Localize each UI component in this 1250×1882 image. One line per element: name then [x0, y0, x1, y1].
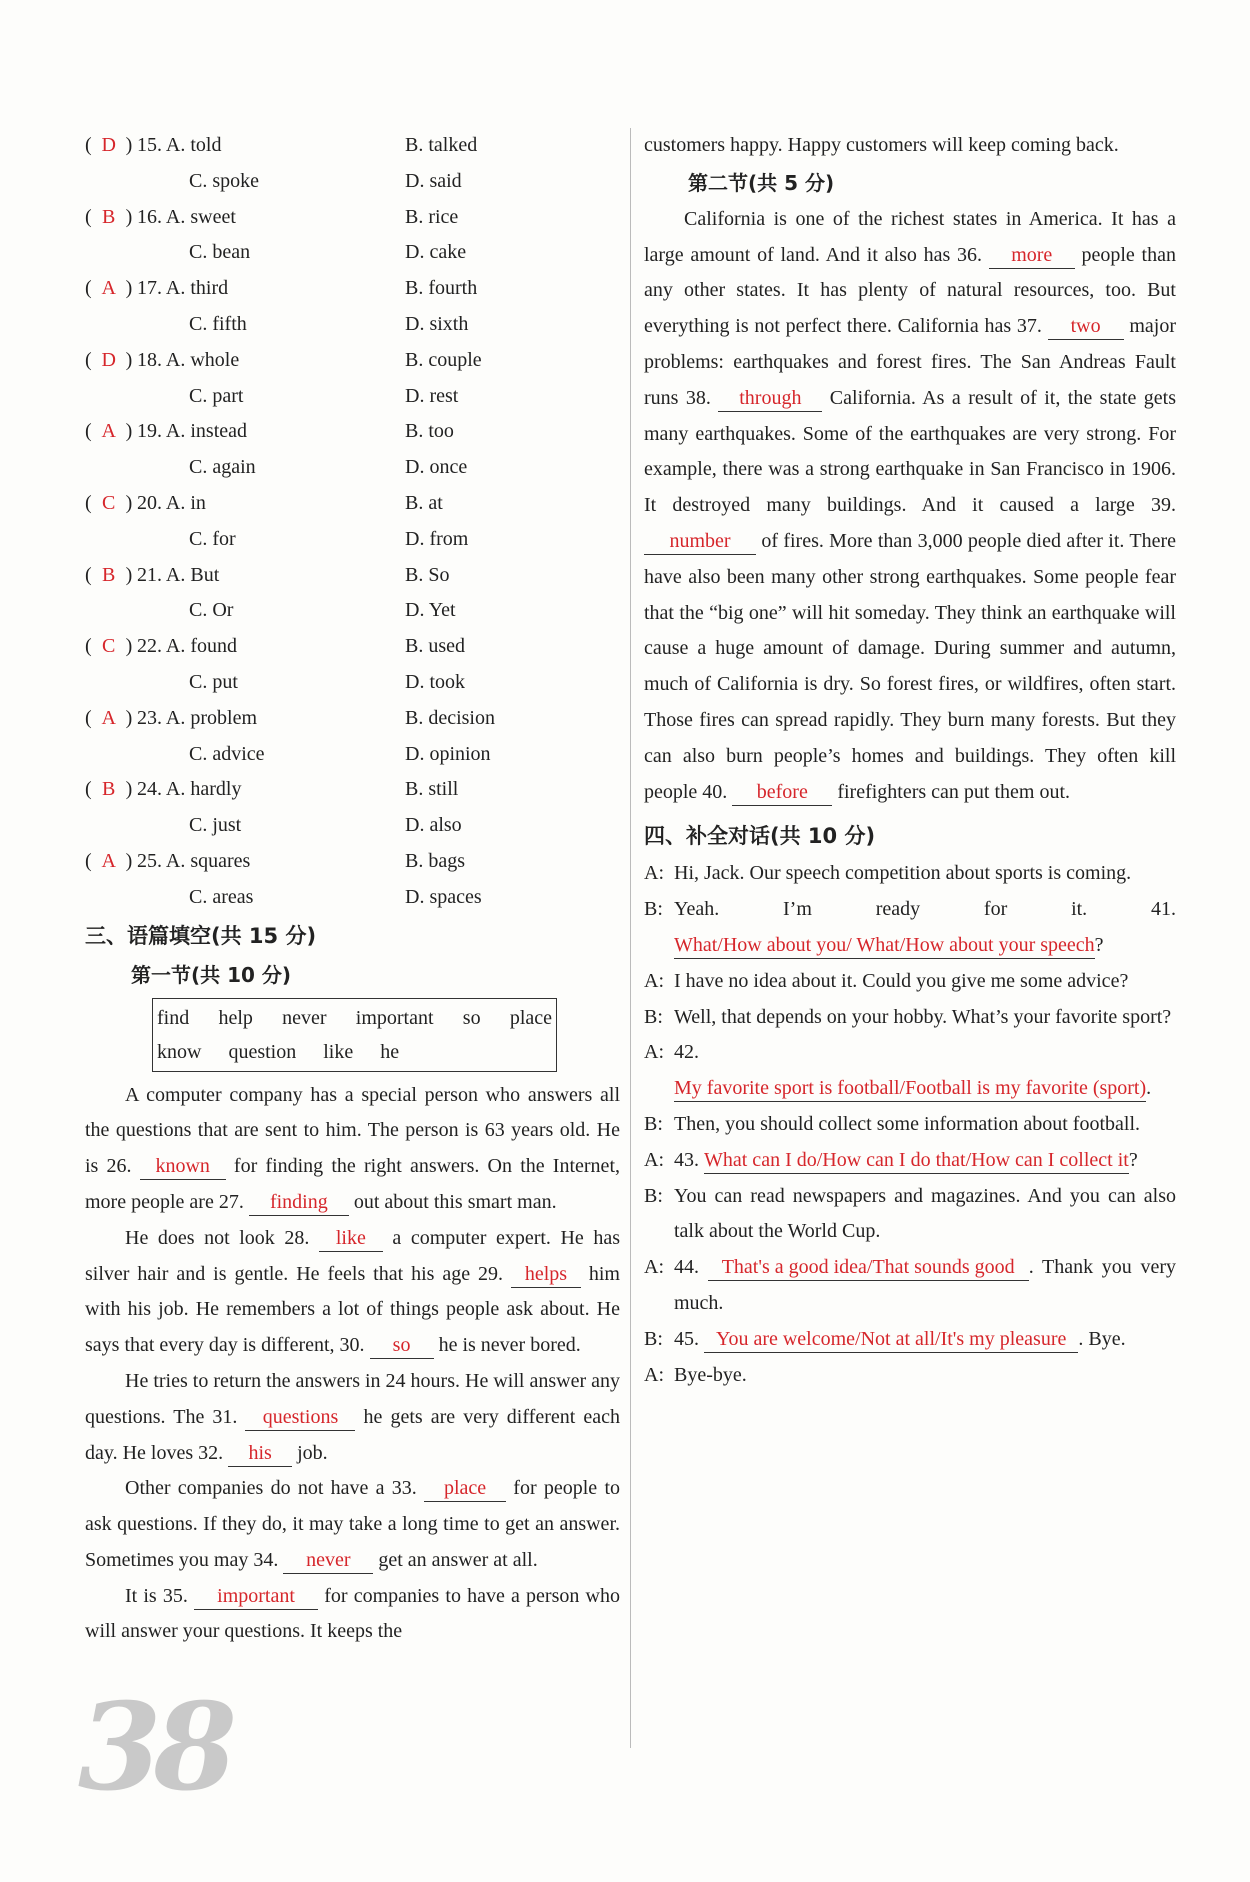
blank-44[interactable]: That's a good idea/That sounds good — [708, 1254, 1029, 1281]
blank-43[interactable]: What can I do/How can I do that/How can I collect it — [704, 1147, 1129, 1174]
dialogue-line: A: 43. What can I do/How can I do that/How can I collect it? — [644, 1143, 1176, 1179]
word-box-item: question — [228, 1040, 297, 1063]
word-box-item: so — [462, 1006, 481, 1029]
question-option-a[interactable]: 18. A. whole — [137, 348, 240, 371]
question-number: 21 — [137, 563, 157, 586]
mc-option-row — [85, 307, 620, 343]
answer-letter: B — [102, 563, 116, 586]
mc-option-row — [85, 880, 620, 916]
passage-continuation: customers happy. Happy customers will keep coming back. — [644, 134, 1119, 156]
option-c[interactable]: C. for — [189, 527, 236, 550]
blank-41[interactable]: What/How about you/ What/How about your speech — [674, 932, 1095, 959]
option-c[interactable]: C. bean — [189, 241, 251, 264]
word-box-item: find — [157, 1006, 190, 1029]
mc-option-row — [85, 665, 620, 701]
answer-bracket: ( A ) — [85, 271, 132, 307]
option-a-text: A. instead — [165, 420, 247, 443]
blank-45[interactable]: You are welcome/Not at all/It's my pleasure — [704, 1326, 1078, 1353]
dialogue-line: A: Hi, Jack. Our speech competition about sports is coming. — [644, 862, 1132, 885]
question-option-a[interactable]: 15. A. told — [137, 134, 222, 156]
option-b[interactable]: B. fourth — [405, 277, 478, 300]
mc-option-row — [85, 593, 620, 629]
right-column — [644, 128, 1176, 1393]
answer-bracket: ( B ) — [85, 558, 132, 594]
page-number: 38 — [78, 1677, 229, 1818]
option-d[interactable]: D. Yet — [405, 599, 456, 622]
blank-34[interactable]: never — [283, 1547, 373, 1574]
question-option-a[interactable]: 25. A. squares — [137, 849, 251, 872]
option-c[interactable]: C. advice — [189, 742, 265, 765]
left-column — [85, 128, 620, 1650]
mc-option-row — [85, 235, 620, 271]
mc-question-row — [85, 343, 620, 379]
mc-option-row — [85, 808, 620, 844]
word-box — [152, 998, 557, 1072]
dialogue-line: A: Bye-bye. — [644, 1363, 747, 1386]
question-option-a[interactable]: 16. A. sweet — [137, 205, 236, 228]
answer-bracket: ( C ) — [85, 629, 132, 665]
blank-26[interactable]: known — [140, 1153, 226, 1180]
option-b[interactable]: B. at — [405, 491, 443, 514]
blank-40[interactable]: before — [732, 779, 832, 806]
passage-paragraph: It is 35. important for companies to have a person who will answer your questions. It keeps the — [85, 1584, 620, 1643]
option-a-text: A. hardly — [165, 778, 242, 801]
dialogue-line: B: Well, that depends on your hobby. What’s your favorite sport? — [644, 1005, 1172, 1028]
option-d[interactable]: D. cake — [405, 241, 467, 264]
dialogue-line: B: 45. You are welcome/Not at all/It's my pleasure . Bye. — [644, 1322, 1176, 1358]
answer-bracket: ( D ) — [85, 128, 132, 164]
question-option-a[interactable]: 22. A. found — [137, 635, 238, 658]
mc-option-row — [85, 164, 620, 200]
blank-39[interactable]: number — [644, 528, 756, 555]
option-d[interactable]: D. spaces — [405, 885, 482, 908]
answer-letter: A — [101, 849, 116, 872]
option-c[interactable]: C. Or — [189, 599, 234, 622]
answer-letter: D — [101, 134, 116, 156]
blank-28[interactable]: like — [319, 1225, 383, 1252]
question-number: 24 — [137, 778, 157, 801]
answer-letter: D — [101, 348, 116, 371]
blank-42[interactable]: My favorite sport is football/Football is my favorite (sport) — [674, 1075, 1146, 1102]
question-option-a[interactable]: 23. A. problem — [137, 706, 257, 729]
question-number: 15 — [137, 134, 157, 156]
option-d[interactable]: D. rest — [405, 384, 459, 407]
blank-30[interactable]: so — [370, 1332, 434, 1359]
option-c[interactable]: C. spoke — [189, 169, 259, 192]
question-number: 17 — [137, 277, 157, 300]
option-c[interactable]: C. part — [189, 384, 244, 407]
answer-bracket: ( B ) — [85, 772, 132, 808]
option-b[interactable]: B. decision — [405, 706, 495, 729]
question-option-a[interactable]: 21. A. But — [137, 563, 220, 586]
section3-title: 三、语篇填空(共 15 分) — [85, 923, 317, 948]
blank-36[interactable]: more — [989, 242, 1075, 269]
option-d[interactable]: D. also — [405, 814, 462, 837]
passage-paragraph: He tries to return the answers in 24 hours. He will answer any questions. The 31. questions he gets are very different each day. He loves 32. his job. — [85, 1364, 620, 1471]
question-number: 20 — [137, 491, 157, 514]
option-a-text: A. in — [165, 491, 206, 514]
mc-option-row — [85, 450, 620, 486]
passage-paragraph: He does not look 28. like a computer expert. He has silver hair and is gentle. He feels that his age 29. helps him with his job. He remembers a lot of things people ask about. He says that every day is different, 30. so he is never bored. — [85, 1221, 620, 1364]
option-a-text: A. sweet — [165, 205, 236, 228]
multiple-choice-list — [85, 128, 620, 916]
option-d[interactable]: D. sixth — [405, 312, 469, 335]
option-c[interactable]: C. fifth — [189, 312, 247, 335]
answer-bracket: ( A ) — [85, 844, 132, 880]
option-c[interactable]: C. just — [189, 814, 242, 837]
dialogue-line: A: 42. My favorite sport is football/Football is my favorite (sport). — [644, 1035, 1176, 1107]
word-box-item: he — [380, 1040, 400, 1063]
blank-35[interactable]: important — [194, 1583, 318, 1610]
word-box-item: place — [509, 1006, 552, 1029]
option-d[interactable]: D. said — [405, 169, 462, 192]
mc-option-row — [85, 379, 620, 415]
mc-question-row — [85, 271, 620, 307]
answer-letter: A — [101, 706, 116, 729]
mc-option-row — [85, 737, 620, 773]
mc-question-row — [85, 486, 620, 522]
option-d[interactable]: D. once — [405, 456, 468, 479]
passage-paragraph: A computer company has a special person who answers all the questions that are sent to him. The person is 63 years old. He is 26. known for finding the right answers. On the Internet, more people are 27. finding out about this smart man. — [85, 1078, 620, 1221]
option-a-text: A. told — [165, 134, 222, 156]
option-d[interactable]: D. took — [405, 670, 465, 693]
question-number: 23 — [137, 706, 157, 729]
answer-letter: C — [102, 491, 116, 514]
word-box-row-1 — [157, 1001, 552, 1035]
mc-option-row — [85, 522, 620, 558]
answer-letter: A — [101, 420, 116, 443]
option-b[interactable]: B. couple — [405, 348, 482, 371]
mc-question-row — [85, 128, 620, 164]
option-b[interactable]: B. So — [405, 563, 450, 586]
word-box-row-2 — [157, 1035, 552, 1069]
option-c[interactable]: C. again — [189, 456, 256, 479]
column-divider — [630, 128, 631, 1748]
blank-29[interactable]: helps — [511, 1261, 581, 1288]
blank-32[interactable]: his — [228, 1440, 292, 1467]
dialogue-line: A: 44. That's a good idea/That sounds good . Thank you very much. — [644, 1256, 1176, 1314]
section3-part1-title: 第一节(共 10 分) — [131, 962, 292, 987]
question-number: 19 — [137, 420, 157, 443]
option-a-text: A. whole — [165, 348, 240, 371]
option-d[interactable]: D. from — [405, 527, 469, 550]
question-number: 22 — [137, 635, 157, 658]
blank-31[interactable]: questions — [245, 1404, 355, 1431]
section4-title: 四、补全对话(共 10 分) — [644, 824, 876, 849]
mc-question-row — [85, 200, 620, 236]
passage-paragraph: Other companies do not have a 33. place for people to ask questions. If they do, it may take a long time to get an answer. Sometimes you may 34. never get an answer at all. — [85, 1471, 620, 1578]
option-a-text: A. problem — [165, 706, 257, 729]
dialogue-line: B: Yeah. I’m ready for it. 41. What/How about you/ What/How about your speech? — [644, 892, 1176, 964]
word-box-item: never — [282, 1006, 327, 1029]
section3-part2-title: 第二节(共 5 分) — [688, 170, 835, 195]
option-b[interactable]: B. used — [405, 635, 465, 658]
dialogue-line: B: Then, you should collect some information about football. — [644, 1112, 1141, 1135]
mc-question-row — [85, 772, 620, 808]
answer-bracket: ( A ) — [85, 701, 132, 737]
mc-question-row — [85, 701, 620, 737]
mc-question-row — [85, 558, 620, 594]
answer-letter: C — [102, 635, 116, 658]
word-box-item: important — [355, 1006, 434, 1029]
mc-question-row — [85, 844, 620, 880]
answer-bracket: ( D ) — [85, 343, 132, 379]
question-number: 25 — [137, 849, 157, 872]
question-option-a[interactable]: 24. A. hardly — [137, 778, 242, 801]
option-b[interactable]: B. too — [405, 420, 454, 443]
blank-33[interactable]: place — [424, 1475, 506, 1502]
word-box-item: know — [157, 1040, 202, 1063]
blank-27[interactable]: finding — [249, 1189, 349, 1216]
blank-37[interactable]: two — [1048, 313, 1124, 340]
option-a-text: A. squares — [165, 849, 251, 872]
question-number: 18 — [137, 348, 157, 371]
answer-bracket: ( C ) — [85, 486, 132, 522]
word-box-item: like — [323, 1040, 354, 1063]
question-option-a[interactable]: 20. A. in — [137, 491, 206, 514]
answer-bracket: ( B ) — [85, 200, 132, 236]
mc-question-row — [85, 629, 620, 665]
option-a-text: A. third — [165, 277, 229, 300]
mc-question-row — [85, 414, 620, 450]
option-c[interactable]: C. areas — [189, 885, 254, 908]
passage-paragraph: California is one of the richest states in America. It has a large amount of land. And it also has 36. more people than any other states. It has plenty of natural resources, too. But everything is not perfect there. California has 37. two major problems: earthquakes and forest fires. The San Andreas Fault runs 38. through California. As a result of it, the state gets many earthquakes. Some of the earthquakes are very strong. For example, there was a strong earthquake in San Francisco in 1906. It destroyed many buildings. And it caused a large 39. number of fires. More than 3,000 people died after it. There have also been many other strong earthquakes. Some people fear that the “big one” will hit someday. They think an earthquake will cause a huge amount of damage. During summer and autumn, much of California is dry. So forest fires, or wildfires, often start. Those fires can spread rapidly. They burn many forests. But they can also burn people’s homes and buildings. They often kill people 40. before firefighters can put them out. — [644, 202, 1176, 811]
option-d[interactable]: D. opinion — [405, 742, 491, 765]
word-box-item: help — [218, 1006, 253, 1029]
dialogue-line: A: I have no idea about it. Could you give me some advice? — [644, 969, 1129, 992]
answer-bracket: ( A ) — [85, 414, 132, 450]
option-a-text: A. But — [165, 563, 220, 586]
answer-letter: B — [102, 778, 116, 801]
option-b[interactable]: B. still — [405, 778, 459, 801]
question-option-a[interactable]: 19. A. instead — [137, 420, 247, 443]
dialogue-line: B: You can read newspapers and magazines. And you can also talk about the World Cup. — [644, 1184, 1176, 1243]
question-option-a[interactable]: 17. A. third — [137, 277, 229, 300]
option-b[interactable]: B. talked — [405, 134, 478, 156]
answer-letter: A — [101, 277, 116, 300]
option-c[interactable]: C. put — [189, 670, 238, 693]
blank-38[interactable]: through — [718, 385, 822, 412]
answer-letter: B — [102, 205, 116, 228]
option-b[interactable]: B. rice — [405, 205, 459, 228]
option-b[interactable]: B. bags — [405, 849, 465, 872]
question-number: 16 — [137, 205, 157, 228]
option-a-text: A. found — [165, 635, 238, 658]
